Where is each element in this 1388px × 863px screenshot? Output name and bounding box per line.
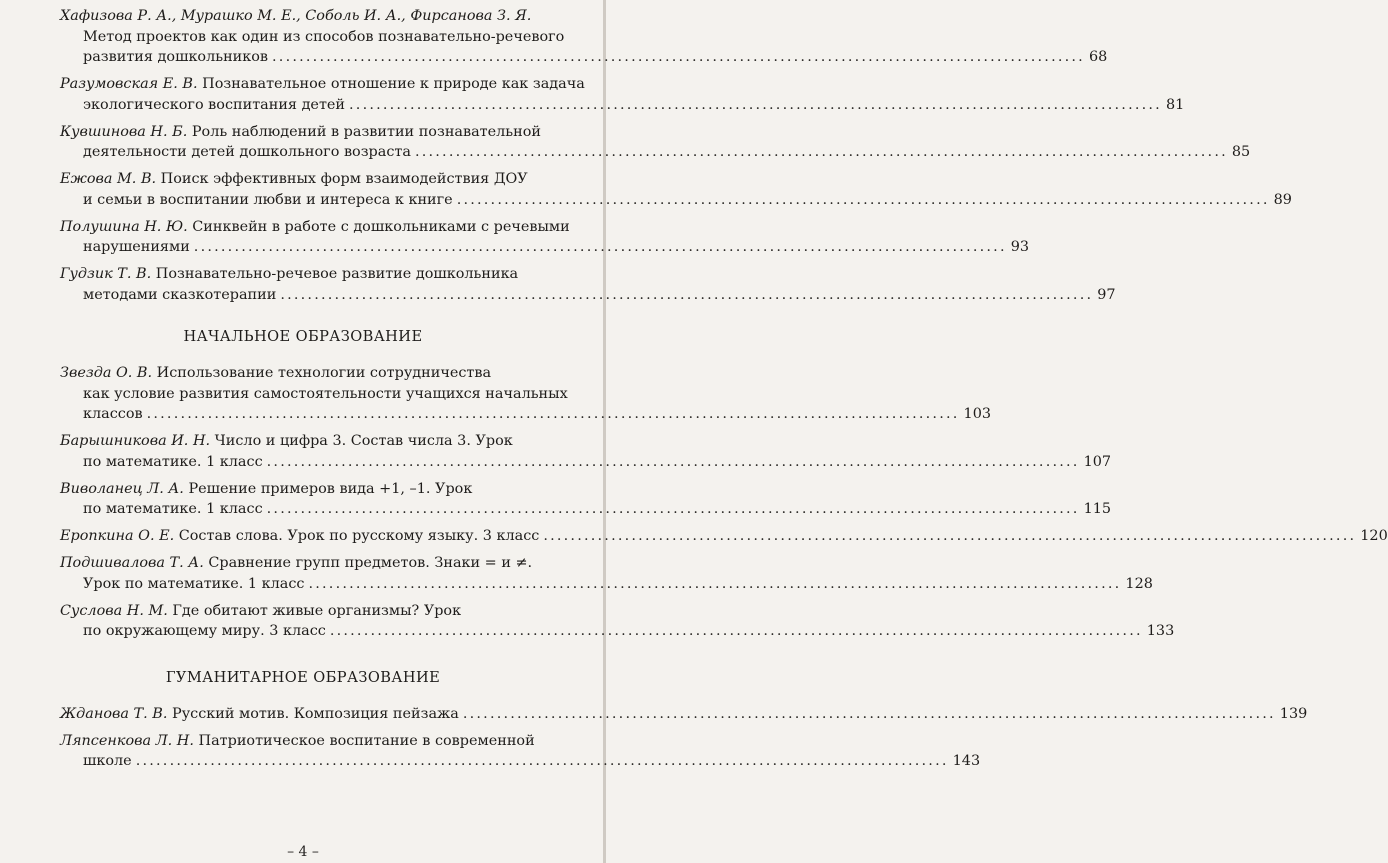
toc-entry-last-line <box>60 452 1112 473</box>
toc-entry-title: нарушениями <box>83 239 190 255</box>
toc-entry <box>0 169 1292 210</box>
toc-entry-page-number: 68 <box>1088 49 1108 65</box>
toc-entry-title-end <box>83 287 276 303</box>
toc-entry <box>0 363 992 425</box>
dot-leader: ........................................................................................................................ <box>266 501 1080 517</box>
toc-entry-title-end <box>83 501 263 517</box>
toc-entry-author: Разумовская Е. В. <box>60 76 198 92</box>
toc-entry-last-line <box>60 751 981 772</box>
toc-entry-page-number: 103 <box>963 406 992 422</box>
toc-entry-title: Синквейн в работе с дошкольниками с речевыми <box>192 218 570 235</box>
toc-entry-last-line <box>60 285 1116 306</box>
toc-entry-title-end <box>83 49 268 65</box>
toc-entry-title: Где обитают живые организмы? Урок <box>172 602 462 619</box>
toc-entry-author: Виволанец Л. А. <box>60 480 184 497</box>
toc-entry <box>0 601 1175 642</box>
toc-entry-page-number: 120 <box>1360 528 1388 544</box>
toc-entry-title: классов <box>83 406 143 422</box>
toc-entry-title: Русский мотив. Композиция пейзажа <box>172 705 459 722</box>
toc-entry-title: по математике. 1 класс <box>83 501 263 517</box>
toc-entry-page-number: 115 <box>1083 501 1112 517</box>
dot-leader: ........................................................................................................................ <box>135 753 949 769</box>
toc-entry-title-end <box>60 528 539 544</box>
dot-leader: ........................................................................................................................ <box>146 406 960 422</box>
toc-entry-author: Еропкина О. Е. <box>60 528 175 544</box>
toc-entry-last-line <box>60 404 992 425</box>
toc-entry-page-number: 85 <box>1231 144 1251 160</box>
toc-entry-title-line <box>60 553 582 574</box>
toc-entry-page-number: 89 <box>1273 191 1292 208</box>
dot-leader: ........................................................................................................................ <box>414 144 1228 160</box>
toc-entry-page-number: 143 <box>952 753 981 769</box>
toc-group-top <box>0 6 1292 305</box>
toc-entry-title-end <box>83 97 345 113</box>
dot-leader: ........................................................................................................................ <box>462 705 1276 722</box>
toc-entry-title: экологического воспитания детей <box>83 96 346 113</box>
toc-entry-page-number: 93 <box>1010 239 1030 255</box>
toc-entry-title: Состав слова. Урок по русскому языку. 3 класс <box>178 528 540 544</box>
toc-entry-page-number: 107 <box>1083 453 1112 470</box>
dot-leader: ........................................................................................................................ <box>329 623 1143 639</box>
toc-entry-title: как условие развития самостоятельности учащихся начальных <box>83 385 568 402</box>
toc-entry <box>0 264 1116 305</box>
toc-entry <box>0 6 1108 68</box>
dot-leader: ........................................................................................................................ <box>266 453 1080 470</box>
toc-entry-author-line <box>60 6 582 27</box>
toc-entry-last-line <box>60 190 1292 211</box>
toc-entry-last-line <box>60 526 1388 547</box>
toc-entry-author: Ляпсенкова Л. Н. <box>60 732 194 749</box>
toc-entry-title: методами сказкотерапии <box>83 286 277 303</box>
dot-leader: ........................................................................................................................ <box>272 49 1085 65</box>
toc-entry-page-number: 139 <box>1279 705 1308 722</box>
toc-entry-title: развития дошкольников <box>83 49 269 65</box>
toc-entry-title-line <box>60 122 582 143</box>
toc-entry-title-end <box>83 454 263 470</box>
toc-entry-title: Использование технологии сотрудничества <box>156 365 492 381</box>
toc-entry-last-line <box>60 574 1153 595</box>
toc-entry-title-end <box>83 623 326 639</box>
toc-entry-title: и семьи в воспитании любви и интереса к книге <box>83 191 453 208</box>
toc-entry-last-line <box>60 47 1108 68</box>
dot-leader: ........................................................................................................................ <box>308 575 1122 592</box>
toc-entry-author: Звезда О. В. <box>60 365 153 381</box>
toc-entry-author: Барышникова И. Н. <box>60 433 211 449</box>
toc-entry-author: Гудзик Т. В. <box>60 266 152 282</box>
toc-entry-title: Познавательно-речевое развитие дошкольника <box>155 266 519 282</box>
toc-entry-title-end <box>83 192 453 208</box>
toc-entry-author: Жданова Т. В. <box>60 705 168 722</box>
toc-entry-title-line <box>60 363 582 384</box>
toc-entry-title-end <box>83 406 143 422</box>
toc-entry-title-line <box>60 601 582 622</box>
toc-entry-author: Хафизова Р. А., Мурашко М. Е., Соболь И. А., Фирсанова З. Я. <box>60 8 532 24</box>
toc-entry-page-number: 128 <box>1125 575 1153 592</box>
dot-leader: ........................................................................................................................ <box>193 239 1007 255</box>
toc-entry-author: Подшивалова Т. А. <box>60 555 204 571</box>
toc-entry-title: Поиск эффективных форм взаимодействия ДОУ <box>160 171 528 187</box>
toc-entry-last-line <box>60 95 1185 116</box>
toc-entry-title: Познавательное отношение к природе как задача <box>202 76 585 92</box>
table-of-contents <box>0 6 1388 778</box>
dot-leader: ........................................................................................................................ <box>456 191 1270 208</box>
toc-entry-title-line <box>60 479 582 500</box>
toc-entry-title-line <box>60 74 585 95</box>
toc-entry-page-number: 81 <box>1165 96 1185 113</box>
toc-entry-page-number: 133 <box>1146 623 1175 639</box>
toc-entry-author: Полушина Н. Ю. <box>60 218 188 235</box>
page-number-footer: – 4 – <box>287 844 319 860</box>
toc-entry-title-line <box>60 169 582 190</box>
toc-entry-title: Патриотическое воспитание в современной <box>198 732 535 749</box>
toc-entry-title-end <box>60 706 459 722</box>
toc-entry <box>0 217 1030 258</box>
toc-entry-title-end <box>83 753 132 769</box>
toc-group-humanities <box>0 704 1308 772</box>
toc-entry <box>0 122 1251 163</box>
toc-entry-last-line <box>60 704 1308 725</box>
toc-entry-title: Роль наблюдений в развитии познавательной <box>191 123 541 140</box>
toc-entry-title: Урок по математике. 1 класс <box>83 575 305 592</box>
toc-entry-title-line <box>60 384 582 405</box>
toc-entry-title: по окружающему миру. 3 класс <box>83 623 326 639</box>
toc-entry-title-end <box>83 576 304 592</box>
toc-entry <box>0 704 1308 725</box>
toc-entry <box>0 431 1112 472</box>
toc-entry-title: Сравнение групп предметов. Знаки = и ≠. <box>208 555 533 571</box>
toc-entry-title-end <box>83 144 411 160</box>
toc-entry-author: Кувшинова Н. Б. <box>60 123 188 140</box>
toc-entry-title: Метод проектов как один из способов познавательно-речевого <box>83 28 565 45</box>
toc-entry-author: Ежова М. В. <box>60 171 157 187</box>
dot-leader: ........................................................................................................................ <box>280 286 1094 303</box>
toc-entry-title: Число и цифра 3. Состав числа 3. Урок <box>214 433 513 449</box>
toc-entry-title: по математике. 1 класс <box>83 453 263 470</box>
toc-entry-title-line <box>60 731 582 752</box>
toc-entry-title-line <box>60 431 582 452</box>
dot-leader: ........................................................................................................................ <box>349 96 1162 113</box>
toc-entry-last-line <box>60 237 1030 258</box>
toc-entry-title: школе <box>83 753 132 769</box>
section-heading-humanities: ГУМАНИТАРНОЕ ОБРАЗОВАНИЕ <box>165 668 441 686</box>
toc-entry <box>0 553 1153 594</box>
toc-entry-title-line <box>60 217 582 238</box>
toc-entry-title-line <box>60 27 582 48</box>
section-heading-primary-education: НАЧАЛЬНОЕ ОБРАЗОВАНИЕ <box>183 328 423 345</box>
toc-entry-last-line <box>60 142 1251 163</box>
toc-entry <box>0 731 981 772</box>
toc-entry-last-line <box>60 621 1175 642</box>
toc-group-primary <box>0 363 1388 642</box>
toc-entry-title-end <box>83 239 190 255</box>
toc-entry-title-line <box>60 264 582 285</box>
toc-entry-page-number: 97 <box>1097 286 1116 303</box>
toc-entry-author: Суслова Н. М. <box>60 602 168 619</box>
toc-entry <box>0 526 1388 547</box>
toc-entry <box>0 74 1185 115</box>
toc-entry-last-line <box>60 499 1112 520</box>
toc-entry <box>0 479 1112 520</box>
dot-leader: ........................................................................................................................ <box>543 528 1357 544</box>
toc-entry-title: Решение примеров вида +1, –1. Урок <box>188 480 473 497</box>
toc-entry-title: деятельности детей дошкольного возраста <box>83 144 411 160</box>
